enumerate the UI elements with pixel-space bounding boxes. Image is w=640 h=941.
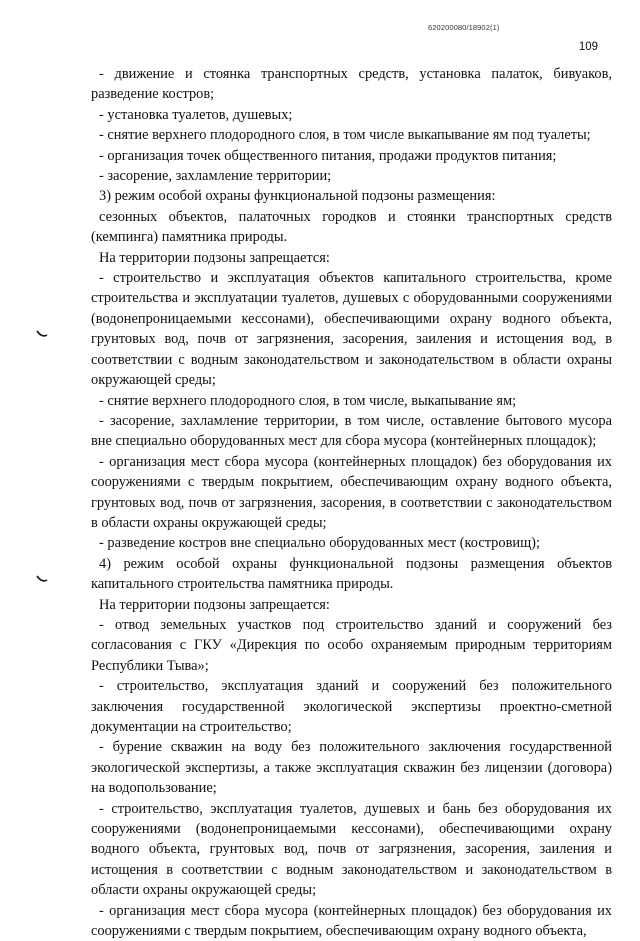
paragraph: 3) режим особой охраны функциональной подзоны размещения: xyxy=(99,188,496,205)
paragraph: - строительство, эксплуатация зданий и сооружений без положительного заключения государственной экологической экспертизы проектно-сметной документации на строительство; xyxy=(91,678,612,735)
paragraph: 4) режим особой охраны функциональной подзоны размещения объектов капитального строительства памятника природы. xyxy=(91,555,612,593)
paragraph: - организация мест сбора мусора (контейнерных площадок) без оборудования их сооружениями с твердым покрытием, обеспечивающим охрану водного объекта, грунтовых вод, почв от загрязнения, засорения, в соответствии с законодательством в области охраны окружающей среды; xyxy=(91,453,612,531)
paragraph: - снятие верхнего плодородного слоя, в том числе выкапывание ям под туалеты; xyxy=(99,127,591,144)
paragraph: сезонных объектов, палаточных городков и стоянки транспортных средств (кемпинга) памятника природы. xyxy=(91,208,612,246)
paragraph: - организация точек общественного питания, продажи продуктов питания; xyxy=(99,147,557,164)
paragraph: - снятие верхнего плодородного слоя, в том числе, выкапывание ям; xyxy=(99,392,517,409)
paragraph: - засорение, захламление территории, в том числе, оставление бытового мусора вне специально оборудованных мест для сбора мусора (контейнерных площадок); xyxy=(91,412,612,450)
body-text xyxy=(91,64,612,941)
binding-mark xyxy=(36,575,46,583)
paragraph: - строительство и эксплуатация объектов капитального строительства, кроме строительства и эксплуатации туалетов, душевых с оборудованными сооружениями (водонепроницаемыми кессонами), обеспечивающими охрану водного объекта, грунтовых вод, почв от загрязнения, засорения, заиления и истощения вод, в соответствии с водным законодательством и законодательством в области охраны окружающей среды; xyxy=(91,270,612,389)
paragraph: - бурение скважин на воду без положительного заключения государственной экологической экспертизы, а также эксплуатация скважин без лицензии (договора) на водопользование; xyxy=(91,739,612,797)
paragraph: На территории подзоны запрещается: xyxy=(99,249,330,266)
paragraph: - засорение, захламление территории; xyxy=(99,168,332,185)
paragraph: - организация мест сбора мусора (контейнерных площадок) без оборудования их сооружениями с твердым покрытием, обеспечивающим охрану водного объекта, xyxy=(91,902,612,940)
document-id: 620200080/18902(1) xyxy=(428,23,500,32)
binding-mark xyxy=(36,330,46,338)
paragraph: - разведение костров вне специально оборудованных мест (костровищ); xyxy=(99,535,540,552)
paragraph: На территории подзоны запрещается: xyxy=(99,596,330,613)
paragraph: - отвод земельных участков под строительство зданий и сооружений без согласования с ГКУ «Дирекция по особо охраняемым природным территориям Республики Тыва»; xyxy=(91,616,612,674)
page-number: 109 xyxy=(578,41,598,53)
paragraph: - строительство, эксплуатация туалетов, душевых и бань без оборудования их сооружениями (водонепроницаемыми кессонами), обеспечивающими охрану водного объекта, грунтовых вод, почв от загрязнения, засорения, заиления и истощения в соответствии с водным законодательством и законодательством в области охраны окружающей среды; xyxy=(91,800,612,899)
paragraph: - движение и стоянка транспортных средств, установка палаток, бивуаков, разведение костров; xyxy=(91,66,612,103)
paragraph: - установка туалетов, душевых; xyxy=(99,106,293,123)
